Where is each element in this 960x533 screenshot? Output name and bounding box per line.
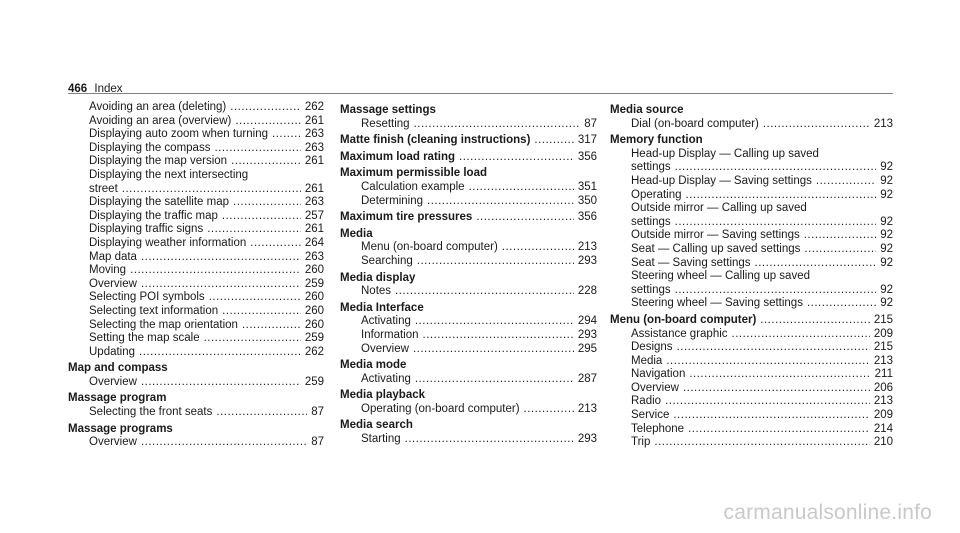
dot-leader <box>415 373 574 387</box>
index-subentry <box>610 243 893 257</box>
page-reference: 259 <box>304 375 324 388</box>
entry-text: Displaying auto zoom when turning <box>89 128 268 141</box>
dot-leader <box>414 118 581 132</box>
entry-text: Displaying the map version <box>89 155 228 168</box>
entry-text: Outside mirror — Saving settings <box>631 229 800 242</box>
dot-leader <box>242 319 301 333</box>
dot-leader <box>207 223 301 237</box>
page-reference: 92 <box>880 161 893 174</box>
entry-text: Telephone <box>631 422 685 435</box>
entry-text: Updating <box>89 345 136 358</box>
index-subentry <box>340 255 597 269</box>
page-reference: 356 <box>577 211 597 224</box>
page-reference: 351 <box>577 180 597 193</box>
entry-text: Massage program <box>68 392 167 405</box>
page-reference: 210 <box>873 436 893 449</box>
page-reference: 317 <box>577 134 597 147</box>
dot-leader <box>502 241 574 255</box>
index-subentry-text <box>610 202 893 216</box>
page-reference: 263 <box>304 128 324 141</box>
dot-leader <box>235 115 300 129</box>
page-reference: 213 <box>873 117 893 130</box>
page-reference: 350 <box>577 194 597 207</box>
page-reference: 211 <box>874 368 893 381</box>
dot-leader <box>675 161 877 175</box>
entry-text: Radio <box>631 395 662 408</box>
entry-text: Outside mirror — Calling up saved <box>631 202 807 215</box>
entry-text: Activating <box>361 315 411 328</box>
page-reference: 92 <box>880 188 893 201</box>
page-reference: 228 <box>577 285 597 298</box>
entry-text: Activating <box>361 372 411 385</box>
dot-leader <box>677 341 870 355</box>
page-reference: 294 <box>577 315 597 328</box>
index-subentry <box>68 278 324 292</box>
index-subentry <box>340 118 597 132</box>
entry-text: Avoiding an area (overview) <box>89 114 232 127</box>
index-subentry <box>68 305 324 319</box>
page-reference: 92 <box>880 174 893 187</box>
index-subentry <box>340 181 597 195</box>
dot-leader <box>760 314 870 328</box>
entry-text: Selecting the map orientation <box>89 318 238 331</box>
entry-text: Steering wheel — Saving settings <box>631 297 803 310</box>
index-subentry <box>68 406 324 420</box>
dot-leader <box>405 433 574 447</box>
page-reference: 260 <box>304 304 324 317</box>
entry-text: Massage settings <box>340 104 436 116</box>
index-subentry <box>610 328 893 342</box>
index-subentry <box>68 210 324 224</box>
entry-text: Trip <box>631 436 651 449</box>
section-title: Index <box>94 83 123 95</box>
entry-text: Overview <box>361 342 409 355</box>
entry-text: Seat — Saving settings <box>631 256 751 269</box>
index-subentry <box>68 264 324 278</box>
entry-text: Moving <box>89 264 127 277</box>
dot-leader <box>141 278 301 292</box>
index-subentry <box>68 436 324 450</box>
page-reference: 92 <box>880 297 893 310</box>
dot-leader <box>534 134 573 148</box>
entry-text: Operating <box>631 188 682 201</box>
entry-text: Overview <box>631 381 679 394</box>
page-reference: 92 <box>880 242 893 255</box>
page-reference: 263 <box>304 196 324 209</box>
dot-leader <box>423 329 574 343</box>
index-subentry <box>68 101 324 115</box>
index-subentry <box>340 433 597 447</box>
entry-text: Notes <box>361 285 392 298</box>
page-reference: 259 <box>304 332 324 345</box>
index-subentry <box>610 229 893 243</box>
entry-text: settings <box>631 283 671 296</box>
page-reference: 87 <box>311 436 324 449</box>
index-subentry <box>68 128 324 142</box>
entry-text: Head-up Display — Calling up saved <box>631 147 819 160</box>
dot-leader <box>804 229 876 243</box>
page-reference: 259 <box>304 277 324 290</box>
entry-text: Setting the map scale <box>89 332 200 345</box>
entry-text: Selecting text information <box>89 304 219 317</box>
entry-text: Steering wheel — Calling up saved <box>631 270 810 283</box>
page-reference: 209 <box>873 327 893 340</box>
dot-leader <box>415 315 574 329</box>
entry-text: Searching <box>361 254 413 267</box>
entry-text: Maximum permissible load <box>340 167 487 180</box>
page-reference: 262 <box>304 345 324 358</box>
index-heading <box>340 164 597 181</box>
entry-text: Determining <box>361 194 423 207</box>
dot-leader <box>675 284 877 298</box>
dot-leader <box>204 332 301 346</box>
index-subentry <box>340 241 597 255</box>
dot-leader <box>139 346 301 360</box>
page-reference: 92 <box>880 256 893 269</box>
index-subentry <box>68 332 324 346</box>
page-number: 466 <box>68 83 88 95</box>
page-reference: 261 <box>304 114 324 127</box>
dot-leader <box>755 257 877 271</box>
index-heading <box>610 131 893 148</box>
dot-leader <box>665 395 870 409</box>
page-reference: 261 <box>304 223 324 236</box>
entry-text: settings <box>631 161 671 174</box>
dot-leader <box>673 409 869 423</box>
entry-text: Information <box>361 328 419 341</box>
entry-text: Starting <box>361 433 401 446</box>
dot-leader <box>417 255 574 269</box>
entry-text: settings <box>631 215 671 228</box>
entry-text: Overview <box>89 436 137 449</box>
page-reference: 260 <box>304 291 324 304</box>
index-subentry <box>610 161 893 175</box>
dot-leader <box>683 382 870 396</box>
index-subentry <box>340 343 597 357</box>
index-subentry <box>610 216 893 230</box>
entry-text: Avoiding an area (deleting) <box>89 101 227 113</box>
index-subentry <box>610 175 893 189</box>
index-subentry <box>340 329 597 343</box>
index-subentry <box>610 284 893 298</box>
entry-text: Displaying the traffic map <box>89 209 218 222</box>
entry-text: Displaying the satellite map <box>89 196 229 209</box>
entry-text: Head-up Display — Saving settings <box>631 174 812 187</box>
dot-leader <box>675 216 877 230</box>
dot-leader <box>141 376 301 390</box>
page-reference: 260 <box>304 264 324 277</box>
index-heading <box>340 356 597 373</box>
dot-leader <box>427 195 574 209</box>
page-reference: 262 <box>304 101 324 113</box>
page-reference: 287 <box>577 372 597 385</box>
entry-text: Menu (on-board computer) <box>610 313 757 326</box>
index-subentry <box>68 155 324 169</box>
entry-text: Massage programs <box>68 422 173 435</box>
entry-text: Displaying traffic signs <box>89 223 204 236</box>
page-reference: 264 <box>304 236 324 249</box>
index-heading <box>340 386 597 403</box>
dot-leader <box>654 436 869 450</box>
index-subentry <box>610 409 893 423</box>
entry-text: Calculation example <box>361 180 465 193</box>
entry-text: Dial (on-board computer) <box>631 117 759 130</box>
entry-text: Selecting the front seats <box>89 406 213 419</box>
page-reference: 356 <box>577 150 597 163</box>
entry-text: Media search <box>340 419 413 432</box>
index-heading <box>340 131 597 148</box>
index-subentry-text <box>610 270 893 284</box>
index-subentry <box>610 395 893 409</box>
page-reference: 263 <box>304 250 324 263</box>
index-subentry <box>340 403 597 417</box>
dot-leader <box>216 406 307 420</box>
index-subentry <box>340 195 597 209</box>
page-reference: 257 <box>304 209 324 222</box>
index-subentry <box>68 196 324 210</box>
entry-text: Designs <box>631 341 673 354</box>
index-subentry <box>68 346 324 360</box>
index-heading <box>340 148 597 165</box>
index-heading <box>610 101 893 118</box>
index-subentry <box>610 341 893 355</box>
entry-text: Overview <box>89 375 137 388</box>
dot-leader <box>689 368 870 382</box>
index-subentry <box>68 376 324 390</box>
page-reference: 214 <box>873 422 893 435</box>
page-reference: 295 <box>577 342 597 355</box>
dot-leader <box>250 237 301 251</box>
page-reference: 215 <box>873 313 893 326</box>
dot-leader <box>807 297 876 311</box>
index-subentry <box>68 183 324 197</box>
entry-text: Navigation <box>631 368 686 381</box>
page-reference: 213 <box>873 354 893 367</box>
entry-text: Resetting <box>361 117 410 130</box>
entry-text: Media display <box>340 271 416 284</box>
index-heading <box>340 101 597 118</box>
page-reference: 261 <box>304 182 324 195</box>
index-subentry <box>68 142 324 156</box>
index-subentry <box>610 368 893 382</box>
dot-leader <box>222 305 301 319</box>
entry-text: Memory function <box>610 134 703 147</box>
index-heading <box>340 269 597 286</box>
dot-leader <box>688 423 870 437</box>
index-subentry <box>68 237 324 251</box>
page-reference: 263 <box>304 141 324 154</box>
entry-text: Service <box>631 409 670 422</box>
page-reference: 92 <box>880 283 893 296</box>
dot-leader <box>230 101 301 115</box>
dot-leader <box>395 285 574 299</box>
entry-text: Media mode <box>340 359 407 372</box>
index-subentry <box>610 189 893 203</box>
dot-leader <box>130 264 301 278</box>
index-heading <box>340 208 597 225</box>
entry-text: Operating (on-board computer) <box>361 402 520 415</box>
page-reference: 293 <box>577 254 597 267</box>
dot-leader <box>804 243 876 257</box>
page-reference: 209 <box>873 409 893 422</box>
dot-leader <box>231 155 301 169</box>
dot-leader <box>459 151 574 165</box>
dot-leader <box>524 403 574 417</box>
entry-text: Assistance graphic <box>631 327 728 340</box>
entry-text: Map data <box>89 250 137 263</box>
index-subentry-text <box>610 148 893 162</box>
page-reference: 213 <box>577 241 597 254</box>
page-reference: 213 <box>873 395 893 408</box>
entry-text: Map and compass <box>68 362 168 375</box>
page-reference: 213 <box>577 402 597 415</box>
index-column-2 <box>340 101 597 447</box>
index-subentry <box>340 315 597 329</box>
entry-text: Menu (on-board computer) <box>361 241 498 254</box>
index-subentry <box>340 373 597 387</box>
page-reference: 215 <box>873 341 893 354</box>
dot-leader <box>469 181 574 195</box>
entry-text: Media <box>340 227 373 240</box>
entry-text: Displaying the compass <box>89 141 211 154</box>
dot-leader <box>222 210 301 224</box>
page-reference: 261 <box>304 155 324 168</box>
entry-text: Media source <box>610 104 684 116</box>
entry-text: Maximum tire pressures <box>340 211 473 224</box>
dot-leader <box>272 128 301 142</box>
page-reference: 293 <box>577 433 597 446</box>
index-heading <box>340 416 597 433</box>
index-subentry <box>610 382 893 396</box>
index-column-1 <box>68 101 324 450</box>
index-heading <box>68 389 324 406</box>
watermark: carmanualsonline.info <box>723 501 932 524</box>
index-subentry <box>610 118 893 132</box>
index-subentry <box>610 257 893 271</box>
entry-text: Displaying the next intersecting <box>89 168 249 181</box>
page-reference: 92 <box>880 215 893 228</box>
dot-leader <box>686 189 877 203</box>
header-divider <box>68 93 893 94</box>
index-subentry-text <box>68 169 324 183</box>
index-heading <box>340 225 597 242</box>
dot-leader <box>476 211 574 225</box>
entry-text: Maximum load rating <box>340 150 456 163</box>
index-subentry <box>610 355 893 369</box>
index-subentry <box>68 291 324 305</box>
index-subentry <box>610 423 893 437</box>
index-heading <box>340 299 597 316</box>
dot-leader <box>233 196 301 210</box>
page-reference: 87 <box>311 406 324 419</box>
index-subentry <box>68 115 324 129</box>
page-reference: 293 <box>577 328 597 341</box>
page-reference: 87 <box>584 117 597 130</box>
index-subentry <box>610 436 893 450</box>
index-heading <box>68 420 324 437</box>
dot-leader <box>141 251 301 265</box>
dot-leader <box>763 118 870 132</box>
dot-leader <box>816 175 876 189</box>
index-subentry <box>340 285 597 299</box>
index-heading <box>610 311 893 328</box>
dot-leader <box>666 355 869 369</box>
index-column-3 <box>610 101 893 450</box>
dot-leader <box>214 142 300 156</box>
dot-leader <box>732 328 870 342</box>
entry-text: Seat — Calling up saved settings <box>631 242 801 255</box>
index-heading <box>68 359 324 376</box>
entry-text: Matte finish (cleaning instructions) <box>340 134 531 147</box>
page-reference: 260 <box>304 318 324 331</box>
entry-text: Media <box>631 354 663 367</box>
entry-text: Selecting POI symbols <box>89 291 205 304</box>
dot-leader <box>141 436 307 450</box>
entry-text: street <box>89 182 118 195</box>
index-subentry <box>68 223 324 237</box>
page-reference: 92 <box>880 229 893 242</box>
page-reference: 206 <box>873 381 893 394</box>
entry-text: Displaying weather information <box>89 236 247 249</box>
entry-text: Media playback <box>340 389 426 402</box>
dot-leader <box>413 343 574 357</box>
entry-text: Media Interface <box>340 301 424 314</box>
entry-text: Overview <box>89 277 137 290</box>
dot-leader <box>122 183 301 197</box>
dot-leader <box>209 291 301 305</box>
index-subentry <box>610 297 893 311</box>
index-subentry <box>68 319 324 333</box>
index-subentry <box>68 251 324 265</box>
